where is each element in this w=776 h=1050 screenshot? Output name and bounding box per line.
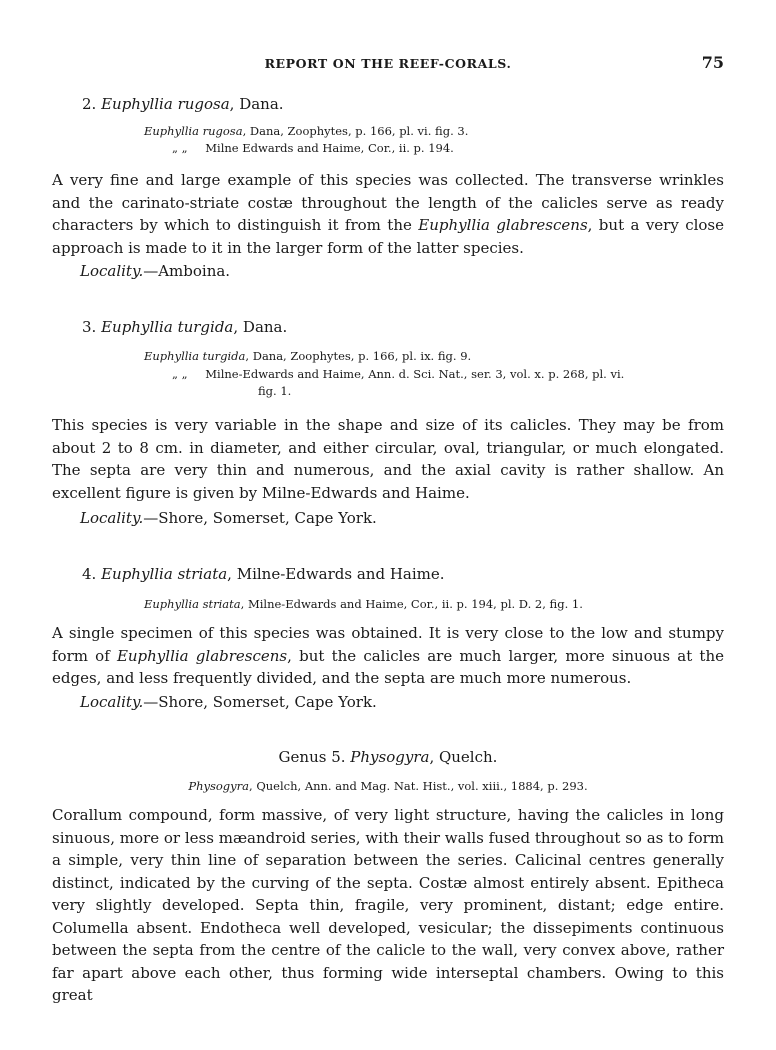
species-heading-rugosa [82,94,724,114]
genus-prefix: Genus 5. [278,748,351,766]
species-heading-striata [82,564,724,584]
species-genus: Euphyllia [101,95,173,113]
synonymy-ref [144,123,724,140]
ref-taxon: Physogyra [188,779,250,793]
species-heading-turgida [82,317,724,337]
locality-label: Locality. [80,262,144,280]
genus-ref [52,778,724,795]
locality-line [80,260,724,282]
species-description [52,169,724,259]
species-epithet: striata [177,565,228,583]
synonymy-ref [144,596,724,613]
ditto-marks: „ „ [172,367,188,381]
species-author: , Dana. [229,95,284,113]
species-description [52,622,724,690]
genus-name: Physogyra [350,748,430,766]
ref-taxon: Euphyllia rugosa [144,124,243,138]
genus-author: , Quelch. [429,748,498,766]
description-taxon: Euphyllia glabrescens [418,216,588,234]
description-text: A single specimen of this species was obtained. It is very close to the low and stumpy form of [52,624,724,665]
species-genus: Euphyllia [101,318,173,336]
ref-citation: Milne Edwards and Haime, Cor., ii. p. 194. [205,141,454,155]
species-epithet: rugosa [177,95,230,113]
locality-label: Locality. [80,693,144,711]
description-text: , but a very close approach is made to it in the larger form of the latter species. [52,216,725,257]
synonymy-ref-ditto [172,366,724,383]
synonymy-ref-cont: fig. 1. [258,384,292,398]
ref-taxon: Euphyllia striata [144,597,241,611]
locality-line [80,691,724,713]
genus-heading [52,747,724,767]
description-text: , but the calicles are much larger, more sinuous at the edges, and less frequently divided, and the septa are much more numerous. [52,646,724,687]
description-taxon: Euphyllia glabrescens [116,646,288,665]
synonymy-ref-ditto [172,140,724,157]
ref-citation: Milne-Edwards and Haime, Ann. d. Sci. Nat., ser. 3, vol. x. p. 268, pl. vi. [205,367,625,381]
locality-label: Locality. [80,509,144,527]
synonymy-ref [144,348,724,365]
ref-citation: , Dana, Zoophytes, p. 166, pl. ix. fig. 9. [245,349,472,363]
locality-text: —Amboina. [143,262,231,280]
ref-taxon: Euphyllia turgida [144,349,246,363]
ditto-marks: „ „ [172,141,188,155]
species-epithet: turgida [177,318,234,336]
ref-citation: , Dana, Zoophytes, p. 166, pl. vi. fig. 3. [242,124,469,138]
description-text: A very fine and large example of this species was collected. The transverse wrinkles and the carinato-striate costæ throughout the length of the calicles serve as ready characters by which to distinguish it from the [52,171,724,234]
locality-text: —Shore, Somerset, Cape York. [143,509,377,527]
species-number: 2. [82,95,97,113]
locality-line [80,507,724,529]
ref-citation: , Milne-Edwards and Haime, Cor., ii. p. 194, pl. D. 2, fig. 1. [240,597,583,611]
locality-text: —Shore, Somerset, Cape York. [143,693,377,711]
page-header [52,54,724,74]
species-number: 3. [82,318,97,336]
ref-citation: , Quelch, Ann. and Mag. Nat. Hist., vol. xiii., 1884, p. 293. [249,779,588,793]
species-author: , Milne-Edwards and Haime. [227,565,445,583]
genus-description: Corallum compound, form massive, of very light structure, having the calicles in long sinuous, more or less mæandroid series, with their walls fused throughout so as to form a simple, very thin line of separation between the series. Calicinal centres generally distinct, indicated by the curving of the septa. Costæ almost entirely absent. Epitheca very slightly developed. Septa thin, fragile, very prominent, distant; edge entire. Columella absent. Endotheca well developed, vesicular; the dissepiments continuous between the septa from the centre of the calicle to the wall, very convex above, rather far apart above each other, thus forming wide interseptal chambers. Owing to this great [52,806,724,1004]
species-description: This species is very variable in the shape and size of its calicles. They may be from about 2 to 8 cm. in diameter, and either circular, oval, triangular, or much elongated. The septa are very thin and numerous, and the axial cavity is rather shallow. An excellent figure is given by Milne-Edwards and Haime. [52,416,724,502]
page-number: 75 [701,53,724,72]
species-author: , Dana. [233,318,288,336]
species-genus: Euphyllia [101,565,173,583]
species-number: 4. [82,565,97,583]
running-head: REPORT ON THE REEF-CORALS. [264,56,512,71]
